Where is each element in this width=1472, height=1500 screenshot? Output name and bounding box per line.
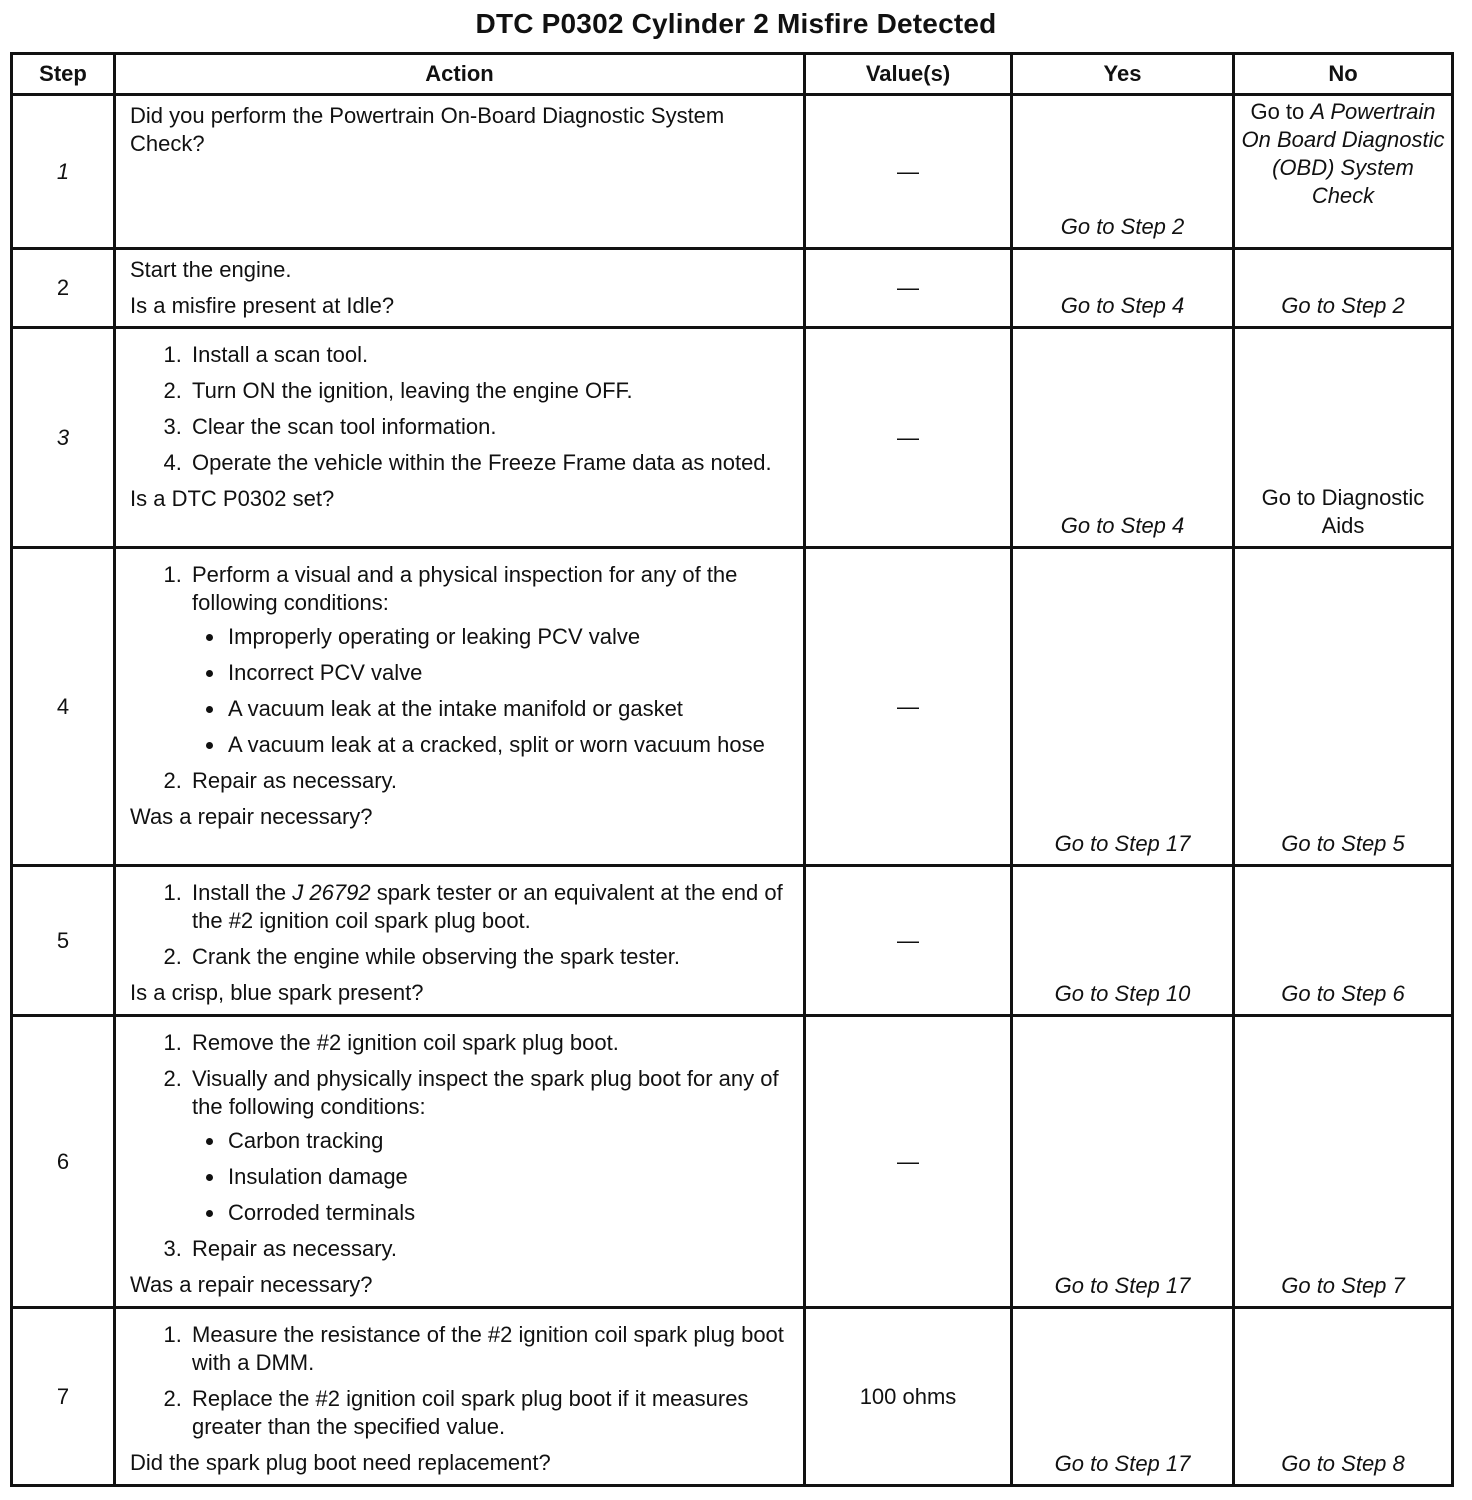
condition-list bbox=[192, 1127, 793, 1227]
table-row-step-6 bbox=[12, 1016, 1453, 1308]
action-step-item: 3. Repair as necessary. bbox=[188, 1235, 793, 1263]
yes-cell: Go to Step 2 bbox=[1012, 95, 1234, 249]
no-cell: Go to Step 8 bbox=[1234, 1308, 1453, 1486]
action-question: Did the spark plug boot need replacement? bbox=[130, 1450, 551, 1475]
action-steps bbox=[130, 341, 793, 477]
action-cell bbox=[115, 866, 805, 1016]
action-question: Was a repair necessary? bbox=[130, 1272, 373, 1297]
value-cell: — bbox=[805, 1016, 1012, 1308]
condition-item: • Incorrect PCV valve bbox=[226, 659, 793, 687]
no-reference: A Powertrain On Board Diagnostic (OBD) System Check bbox=[1241, 99, 1445, 208]
action-cell bbox=[115, 95, 805, 249]
value-cell: — bbox=[805, 249, 1012, 328]
condition-list bbox=[192, 623, 793, 759]
value-cell: — bbox=[805, 95, 1012, 249]
action-cell bbox=[115, 548, 805, 866]
no-cell bbox=[1234, 95, 1453, 249]
header-no: No bbox=[1234, 54, 1453, 95]
action-steps bbox=[130, 1029, 793, 1263]
no-cell: Go to Step 6 bbox=[1234, 866, 1453, 1016]
table-row-step-2 bbox=[12, 249, 1453, 328]
action-line: Start the engine. bbox=[130, 257, 292, 282]
step-number: 1 bbox=[12, 95, 115, 249]
action-step-item bbox=[188, 561, 793, 759]
action-step-item: 1. Remove the #2 ignition coil spark plug boot. bbox=[188, 1029, 793, 1057]
diagnostic-table bbox=[10, 52, 1454, 1487]
action-question: Is a crisp, blue spark present? bbox=[130, 980, 424, 1005]
condition-item: • A vacuum leak at a cracked, split or worn vacuum hose bbox=[226, 731, 793, 759]
action-step-item: 2. Replace the #2 ignition coil spark plug boot if it measures greater than the specified value. bbox=[188, 1385, 793, 1441]
header-yes: Yes bbox=[1012, 54, 1234, 95]
action-step-item: 2. Turn ON the ignition, leaving the engine OFF. bbox=[188, 377, 793, 405]
condition-item: • A vacuum leak at the intake manifold or gasket bbox=[226, 695, 793, 723]
yes-cell: Go to Step 4 bbox=[1012, 328, 1234, 548]
table-header-row bbox=[12, 54, 1453, 95]
step-number: 2 bbox=[12, 249, 115, 328]
action-cell bbox=[115, 1308, 805, 1486]
action-question: Did you perform the Powertrain On-Board Diagnostic System Check? bbox=[130, 103, 725, 156]
value-cell: — bbox=[805, 548, 1012, 866]
action-question: Is a misfire present at Idle? bbox=[130, 293, 395, 318]
table-row-step-7 bbox=[12, 1308, 1453, 1486]
action-step-item: 1. Install a scan tool. bbox=[188, 341, 793, 369]
action-question: Is a DTC P0302 set? bbox=[130, 486, 335, 511]
action-step-item: 4. Operate the vehicle within the Freeze Frame data as noted. bbox=[188, 449, 793, 477]
yes-cell: Go to Step 17 bbox=[1012, 1308, 1234, 1486]
action-question: Was a repair necessary? bbox=[130, 804, 373, 829]
no-cell: Go to Step 7 bbox=[1234, 1016, 1453, 1308]
yes-cell: Go to Step 17 bbox=[1012, 1016, 1234, 1308]
yes-cell: Go to Step 10 bbox=[1012, 866, 1234, 1016]
table-row-step-3 bbox=[12, 328, 1453, 548]
action-cell bbox=[115, 249, 805, 328]
step-number: 4 bbox=[12, 548, 115, 866]
action-steps bbox=[130, 1321, 793, 1441]
table-row-step-5 bbox=[12, 866, 1453, 1016]
table-row-step-1 bbox=[12, 95, 1453, 249]
header-values: Value(s) bbox=[805, 54, 1012, 95]
action-step-item: 2. Crank the engine while observing the spark tester. bbox=[188, 943, 793, 971]
no-cell: Go to Step 5 bbox=[1234, 548, 1453, 866]
step-number: 6 bbox=[12, 1016, 115, 1308]
condition-item: • Improperly operating or leaking PCV valve bbox=[226, 623, 793, 651]
yes-cell: Go to Step 17 bbox=[1012, 548, 1234, 866]
action-step-item: 2. Repair as necessary. bbox=[188, 767, 793, 795]
action-step-item bbox=[188, 1065, 793, 1227]
action-cell bbox=[115, 1016, 805, 1308]
action-steps bbox=[130, 879, 793, 971]
action-cell bbox=[115, 328, 805, 548]
step-number: 7 bbox=[12, 1308, 115, 1486]
value-cell: — bbox=[805, 328, 1012, 548]
action-step-item: 3. Clear the scan tool information. bbox=[188, 413, 793, 441]
no-prefix: Go to bbox=[1250, 99, 1311, 124]
condition-item: • Insulation damage bbox=[226, 1163, 793, 1191]
action-step-text: Perform a visual and a physical inspection for any of the following conditions: bbox=[192, 562, 738, 615]
no-cell: Go to Diagnostic Aids bbox=[1234, 328, 1453, 548]
header-step: Step bbox=[12, 54, 115, 95]
tool-reference: J 26792 bbox=[292, 880, 371, 905]
condition-item: • Corroded terminals bbox=[226, 1199, 793, 1227]
action-step-text: Visually and physically inspect the spark plug boot for any of the following conditions: bbox=[192, 1066, 779, 1119]
table-row-step-4 bbox=[12, 548, 1453, 866]
step-number: 3 bbox=[12, 328, 115, 548]
condition-item: • Carbon tracking bbox=[226, 1127, 793, 1155]
action-step-text: Install the bbox=[192, 880, 293, 905]
action-steps bbox=[130, 561, 793, 795]
action-step-text: spark tester or an equivalent at the end of the #2 ignition coil spark plug boot. bbox=[192, 880, 783, 933]
page-title: DTC P0302 Cylinder 2 Misfire Detected bbox=[475, 8, 997, 39]
value-cell: 100 ohms bbox=[805, 1308, 1012, 1486]
no-cell: Go to Step 2 bbox=[1234, 249, 1453, 328]
step-number: 5 bbox=[12, 866, 115, 1016]
action-step-item: 1. Measure the resistance of the #2 ignition coil spark plug boot with a DMM. bbox=[188, 1321, 793, 1377]
header-action: Action bbox=[115, 54, 805, 95]
value-cell: — bbox=[805, 866, 1012, 1016]
yes-cell: Go to Step 4 bbox=[1012, 249, 1234, 328]
action-step-item bbox=[188, 879, 793, 935]
